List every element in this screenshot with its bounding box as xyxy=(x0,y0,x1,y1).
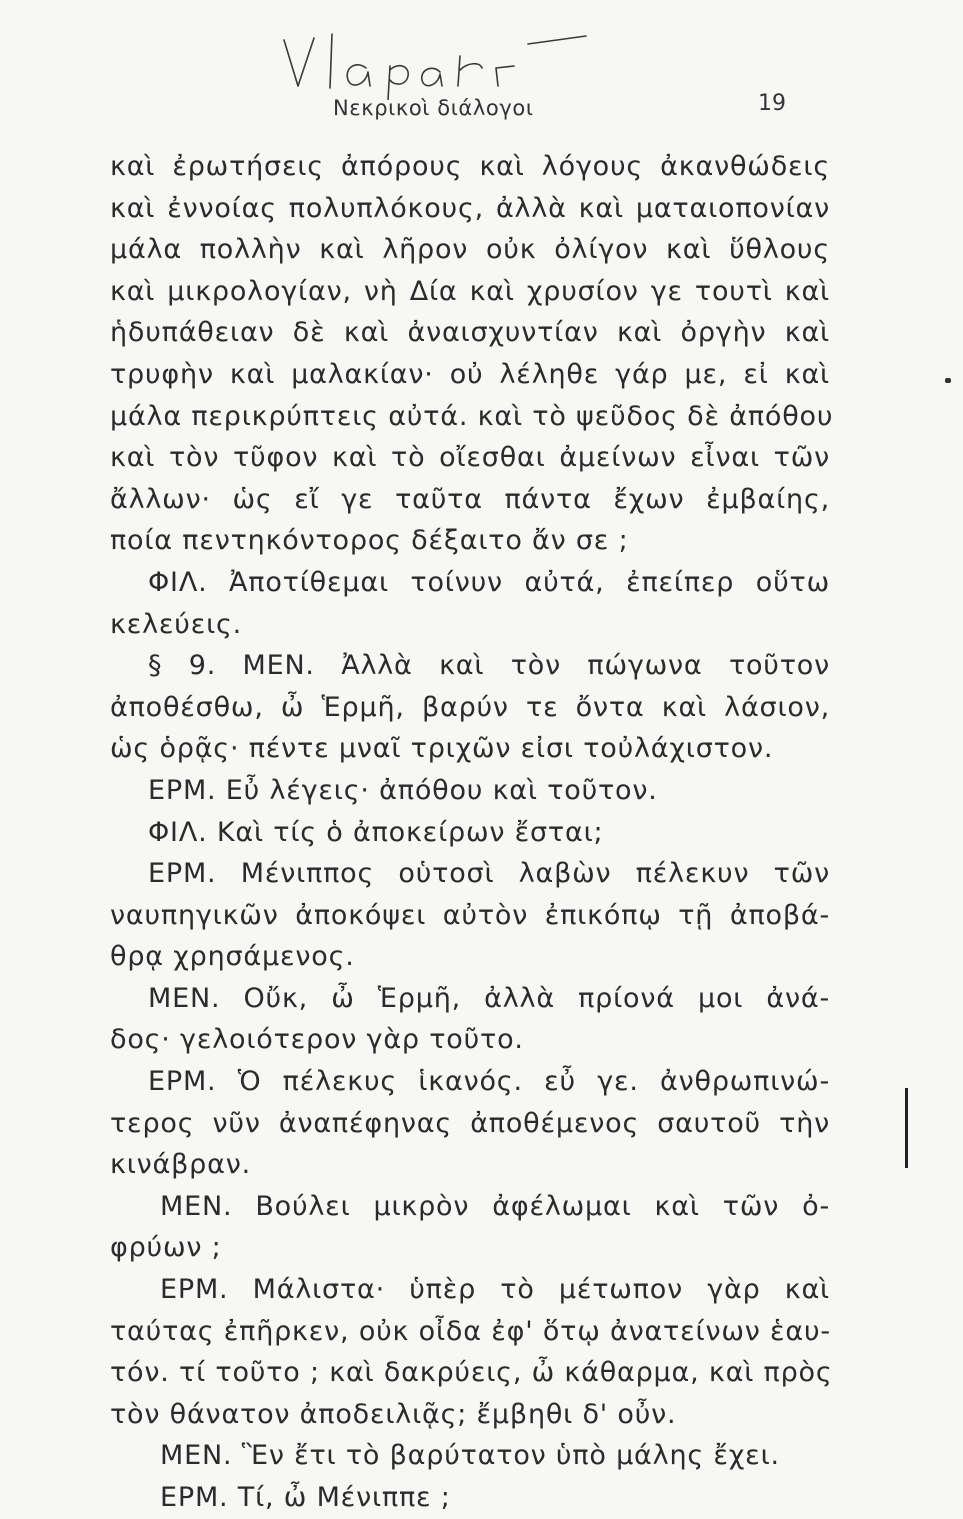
body-text xyxy=(110,146,834,1519)
text-line: φρύων ; xyxy=(110,1232,222,1264)
text-line: κελεύεις. xyxy=(110,608,243,640)
text-line: τερος νῦν ἀναπέφηνας ἀποθέμενος σαυτοῦ τὴν xyxy=(110,1107,830,1139)
text-line: ὡς ὁρᾷς· πέντε μναῖ τριχῶν εἰσι τοὐλάχιστον. xyxy=(110,733,774,765)
text-line: ἀποθέσθω, ὦ Ἑρμῆ, βαρύν τε ὄντα καὶ λάσιον, xyxy=(110,691,830,723)
text-line: δος· γελοιότερον γὰρ τοῦτο. xyxy=(110,1024,524,1056)
speaker-line: ΦΙΛ. Ἀποτίθεμαι τοίνυν αὐτά, ἐπείπερ οὕτω xyxy=(148,566,830,598)
margin-mark xyxy=(945,378,951,383)
margin-pencil-line xyxy=(905,1088,908,1168)
text-line: μάλα πολλὴν καὶ λῆρον οὐκ ὀλίγον καὶ ὕθλους xyxy=(110,234,830,266)
text-line: μάλα περικρύπτεις αὐτά. καὶ τὸ ψεῦδος δὲ ἀπόθου xyxy=(110,400,834,432)
handwritten-annotation xyxy=(270,16,590,100)
text-line: τὸν θάνατον ἀποδειλιᾷς; ἔμβηθι δ' οὖν. xyxy=(110,1398,677,1430)
text-line: θρᾳ χρησάμενος. xyxy=(110,941,355,973)
text-line: ναυπηγικῶν ἀποκόψει αὐτὸν ἐπικόπῳ τῇ ἀποβά- xyxy=(110,899,830,931)
text-line: ταύτας ἐπῆρκεν, οὐκ οἶδα ἐφ' ὅτῳ ἀνατείνων ἑαυ- xyxy=(110,1315,831,1347)
section-line: § 9. ΜΕΝ. Ἀλλὰ καὶ τὸν πώγωνα τοῦτον xyxy=(148,650,830,682)
text-line: καὶ μικρολογίαν, νὴ Δία καὶ χρυσίον γε τουτὶ καὶ xyxy=(110,275,830,307)
page-number: 19 xyxy=(758,91,786,116)
text-line: τόν. τί τοῦτο ; καὶ δακρύεις, ὦ κάθαρμα, καὶ πρὸς xyxy=(110,1357,833,1389)
text-line: ἄλλων· ὡς εἴ γε ταῦτα πάντα ἔχων ἐμβαίης, xyxy=(110,483,830,515)
speaker-line: ΜΕΝ. Ἓν ἔτι τὸ βαρύτατον ὑπὸ μάλης ἔχει. xyxy=(160,1440,780,1472)
speaker-line: ΕΡΜ. Εὖ λέγεις· ἀπόθου καὶ τοῦτον. xyxy=(148,774,658,806)
speaker-line: ΜΕΝ. Οὔκ, ὦ Ἑρμῆ, ἀλλὰ πρίονά μοι ἀνά- xyxy=(148,982,830,1014)
speaker-line: ΕΡΜ. Μένιππος οὑτοσὶ λαβὼν πέλεκυν τῶν xyxy=(148,858,830,890)
running-title: Νεκρικοὶ διάλογοι xyxy=(333,96,534,120)
text-line: καὶ ἐρωτήσεις ἀπόρους καὶ λόγους ἀκανθώδεις xyxy=(110,151,830,182)
text-line: καὶ ἐννοίας πολυπλόκους, ἀλλὰ καὶ ματαιοπονίαν xyxy=(110,192,830,224)
speaker-line: ΕΡΜ. Ὁ πέλεκυς ἱκανός. εὖ γε. ἀνθρωπινώ- xyxy=(148,1066,830,1098)
speaker-line: ΦΙΛ. Καὶ τίς ὁ ἀποκείρων ἔσται; xyxy=(148,816,604,848)
text-line: καὶ τὸν τῦφον καὶ τὸ οἴεσθαι ἀμείνων εἶναι τῶν xyxy=(110,442,830,474)
text-line: κινάβραν. xyxy=(110,1149,251,1181)
speaker-line: ΜΕΝ. Βούλει μικρὸν ἀφέλωμαι καὶ τῶν ὀ- xyxy=(160,1190,830,1222)
text-line: ἡδυπάθειαν δὲ καὶ ἀναισχυντίαν καὶ ὀργὴν καὶ xyxy=(110,317,830,349)
speaker-line: ΕΡΜ. Μάλιστα· ὑπὲρ τὸ μέτωπον γὰρ καὶ xyxy=(160,1274,830,1306)
text-line: ποία πεντηκόντορος δέξαιτο ἄν σε ; xyxy=(110,525,629,557)
speaker-line: ΕΡΜ. Τί, ὦ Μένιππε ; xyxy=(160,1482,451,1513)
text-line: τρυφὴν καὶ μαλακίαν· οὐ λέληθε γάρ με, εἰ καὶ xyxy=(110,358,830,390)
